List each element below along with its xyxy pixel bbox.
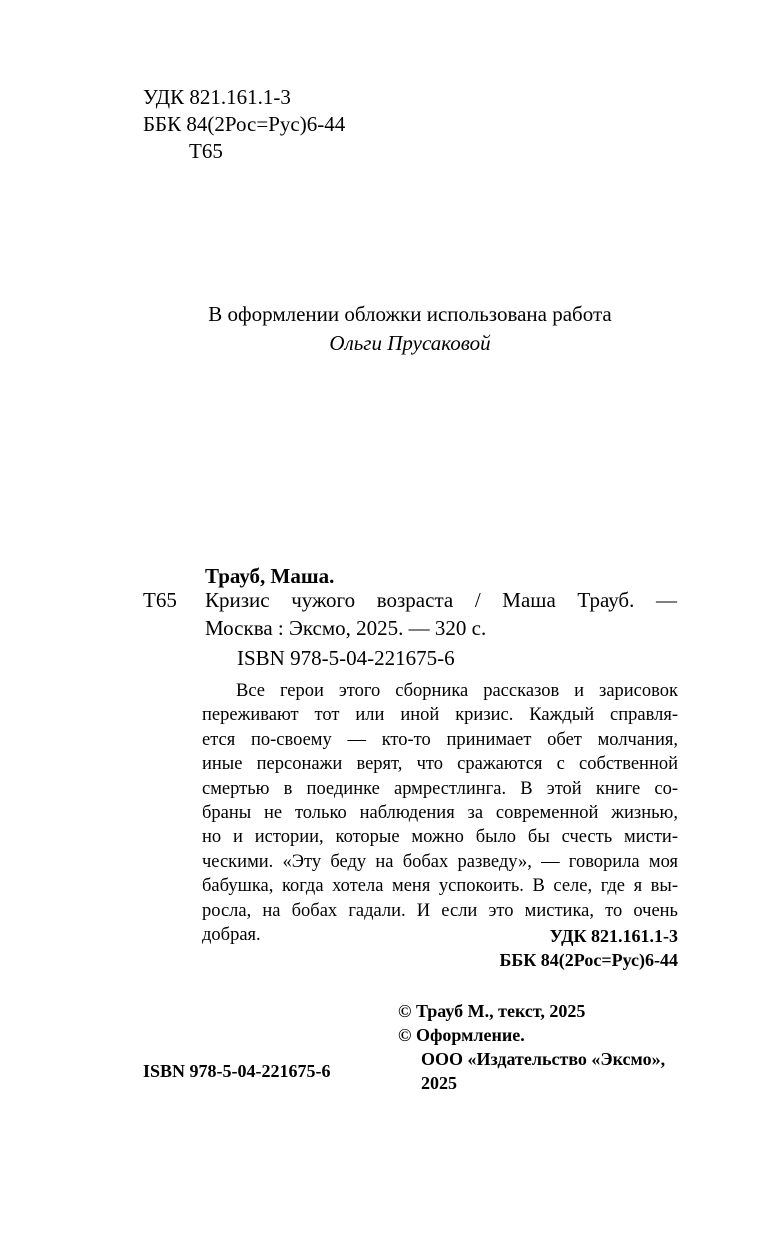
bottom-classification-codes xyxy=(0,924,678,972)
publication-statement: Москва : Эксмо, 2025. — 320 с. xyxy=(205,616,487,640)
annotation-line: переживают тот или иной кризис. Каждый справля- xyxy=(202,705,678,726)
copyright-design-label: © Оформление. xyxy=(398,1025,525,1045)
catalog-code: Т65 xyxy=(143,588,177,612)
annotation-line: но и истории, которые можно было бы счесть мисти- xyxy=(202,827,678,848)
udk-code-bottom: УДК 821.161.1-3 xyxy=(549,926,678,946)
annotation-line: добрая. xyxy=(202,925,261,946)
cover-credit xyxy=(0,300,768,358)
annotation xyxy=(202,679,678,947)
annotation-line: смертью в поединке армрестлинга. В этой книге со- xyxy=(202,778,678,799)
annotation-line: Все герои этого сборника рассказов и зарисовок xyxy=(236,681,678,701)
author-mark: Т65 xyxy=(189,139,223,163)
annotation-line: браны не только наблюдения за современной жизнью, xyxy=(202,803,678,824)
annotation-line: бабушка, когда хотела меня успокоить. В селе, где я вы- xyxy=(202,876,678,897)
isbn: ISBN 978-5-04-221675-6 xyxy=(237,646,455,670)
cover-credit-text: В оформлении обложки использована работа xyxy=(208,302,612,326)
author-heading: Трауб, Маша. xyxy=(205,564,335,588)
udk-code: УДК 821.161.1-3 xyxy=(143,85,291,109)
copyright-year: 2025 xyxy=(421,1073,457,1093)
annotation-line: иные персонажи верят, что сражаются с собственной xyxy=(202,754,678,775)
classification-codes xyxy=(143,84,345,165)
bibliographic-record xyxy=(205,586,677,642)
bbk-code-bottom: ББК 84(2Рос=Рус)6-44 xyxy=(499,950,678,970)
annotation-line: росла, на бобах гадали. И если это мистика, то очень xyxy=(202,900,678,921)
copyright-publisher: ООО «Издательство «Эксмо», xyxy=(421,1049,666,1069)
annotation-line: ческими. «Эту беду на бобах разведу», — говорила моя xyxy=(202,851,678,872)
bbk-code: ББК 84(2Рос=Рус)6-44 xyxy=(143,112,346,136)
isbn-bottom: ISBN 978-5-04-221675-6 xyxy=(143,1061,331,1081)
title-statement: Кризис чужого возраста / Маша Трауб. — xyxy=(205,588,677,612)
copyright-block xyxy=(398,999,665,1095)
annotation-line: ется по-своему — кто-то принимает обет молчания, xyxy=(202,729,678,750)
cover-artist-name: Ольги Прусаковой xyxy=(329,331,491,355)
copyright-text: © Трауб М., текст, 2025 xyxy=(398,1001,586,1021)
